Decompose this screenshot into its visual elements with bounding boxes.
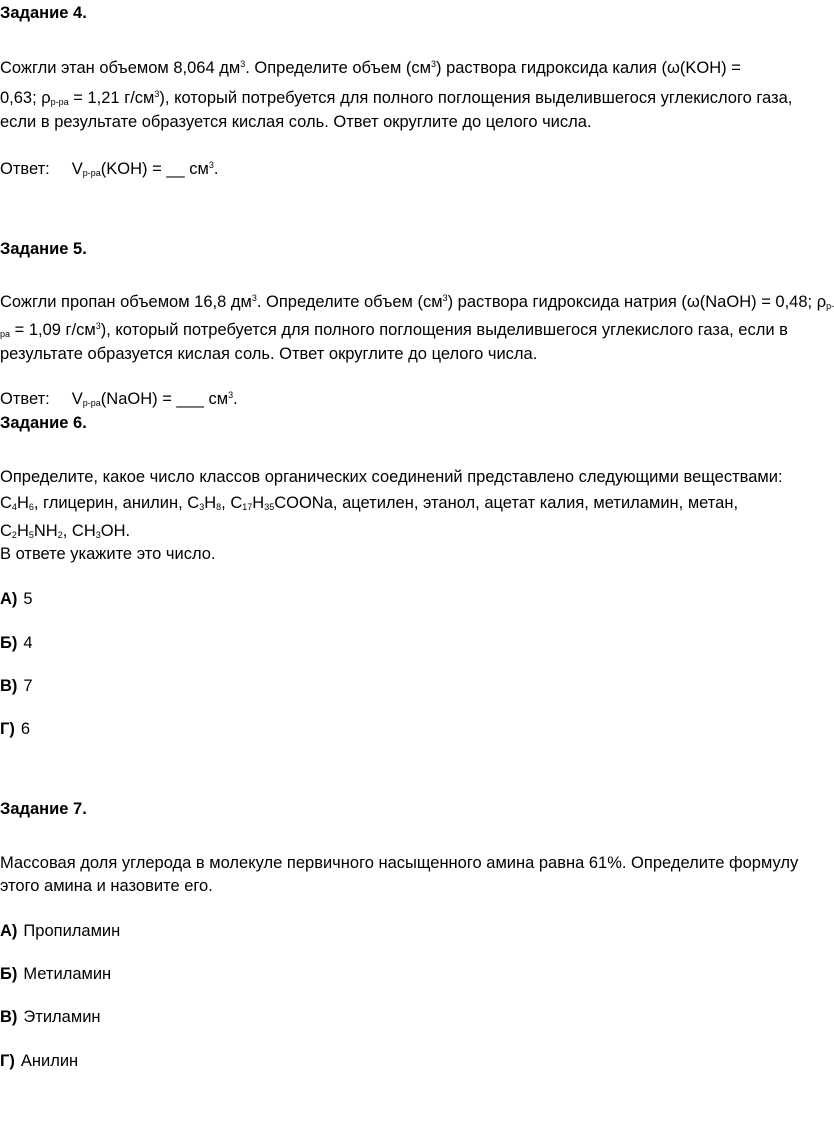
option-letter: В)	[0, 1008, 18, 1026]
option-letter: В)	[0, 677, 18, 695]
task4-line3: если в результате образуется кислая соль. Ответ округлите до целого числа.	[0, 113, 592, 131]
option-text: 5	[23, 590, 33, 608]
option-letter: Б)	[0, 965, 18, 983]
option-letter: Г)	[0, 1052, 15, 1070]
task7-line1: Массовая доля углерода в молекуле первичного насыщенного амина равна 61%. Определите формулу	[0, 854, 799, 872]
task6-option-b[interactable]	[0, 632, 33, 654]
task5-answer: Ответ: $V_{р-ра}(NaOH)$ = ___ $см^3$.	[0, 390, 238, 408]
task6-line2: $C_4H_6$, глицерин, анилин, $C_3H_8$, $C_{17}H_{35}COONa$, ацетилен, этанол, ацетат калия, метиламин, метан,	[0, 494, 739, 512]
task6-line1: Определите, какое число классов органических соединений представлено следующими веществами:	[0, 468, 783, 486]
task5-line1: Сожгли пропан объемом 16,8 $дм^3$. Определите объем $(см^3)$ раствора гидроксида натрия (ω(NaOH) = 0,48; $\rho_{р-}$	[0, 293, 834, 311]
option-text: Метиламин	[23, 965, 112, 983]
task7-option-d[interactable]	[0, 1050, 78, 1072]
task5-line3: результате образуется кислая соль. Ответ округлите до целого числа.	[0, 345, 538, 363]
task7-option-c[interactable]	[0, 1006, 101, 1028]
task7-option-b[interactable]	[0, 963, 111, 985]
option-text: Пропиламин	[23, 922, 121, 940]
task5-heading: Задание 5.	[0, 240, 87, 258]
option-letter: А)	[0, 922, 18, 940]
option-text: 4	[23, 634, 33, 652]
task5-line2: $_{ра}$ = 1,09 $г/см^3$), который потребуется для полного поглощения выделившегося углекислого газа, если в	[0, 321, 788, 339]
option-letter: Б)	[0, 634, 18, 652]
task6-heading: Задание 6.	[0, 414, 87, 432]
option-text: 6	[20, 720, 31, 738]
option-letter: Г)	[0, 720, 15, 738]
option-text: Этиламин	[23, 1008, 101, 1026]
task6-option-c[interactable]	[0, 675, 33, 697]
task4-line2: 0,63; $\rho_{р-ра} = 1,21$ $г/см^3$), который потребуется для полного поглощения выделившегося углекислого газа,	[0, 89, 793, 107]
task7-line2: этого амина и назовите его.	[0, 877, 213, 895]
task4-line1: Сожгли этан объемом 8,064 $дм^3$. Определите объем $(см^3)$ раствора гидроксида калия (ω(KOH) =	[0, 59, 741, 77]
task6-option-d[interactable]	[0, 718, 30, 740]
option-text: 7	[23, 677, 33, 695]
task6-line3: $C_2H_5NH_2$, $CH_3OH$.	[0, 522, 131, 540]
option-text: Анилин	[20, 1052, 79, 1070]
task4-answer: Ответ: $V_{р-ра}(KOH)$ = __ $см^3$.	[0, 160, 219, 178]
task6-option-a[interactable]	[0, 588, 33, 610]
task7-option-a[interactable]	[0, 920, 120, 942]
task7-heading: Задание 7.	[0, 800, 87, 818]
task6-line4: В ответе укажите это число.	[0, 545, 216, 563]
option-letter: А)	[0, 590, 18, 608]
task4-heading: Задание 4.	[0, 4, 87, 22]
